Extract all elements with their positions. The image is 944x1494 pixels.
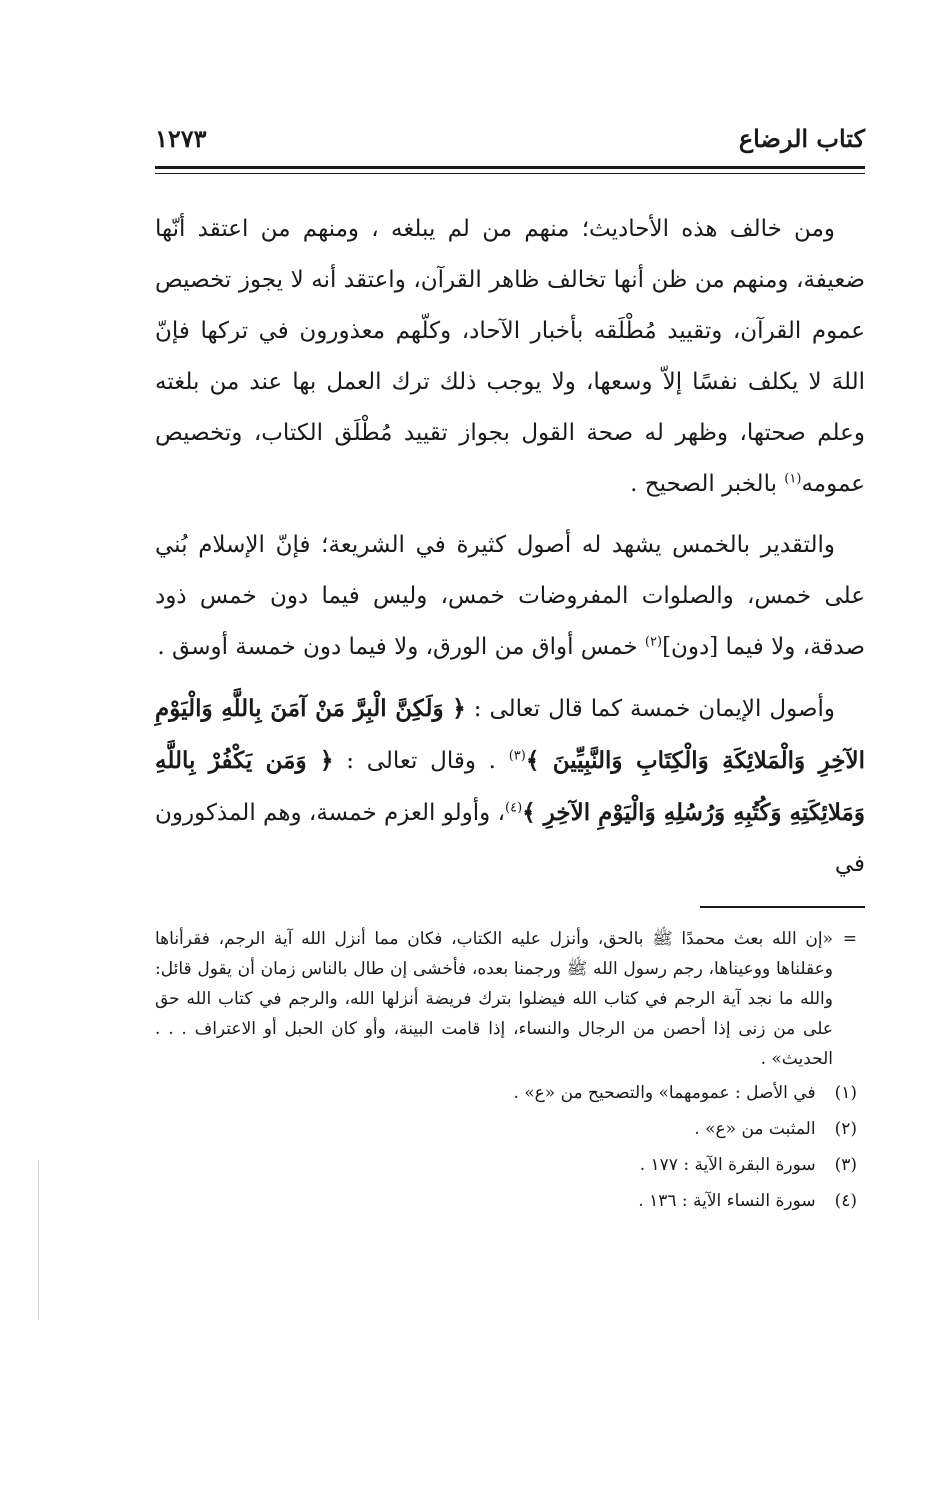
- paragraph-3: [155, 683, 865, 890]
- main-text: [155, 204, 865, 890]
- continuation-marker: =: [842, 929, 857, 949]
- paragraph-3-text-b: . وقال تعالى :: [333, 748, 509, 774]
- quran-verse-1: ﴿ وَلَكِنَّ الْبِرَّ مَنْ آمَنَ بِاللَّهِ وَالْيَوْمِ الآخِرِ وَالْمَلائِكَةِ وَالْكِتَابِ وَالنَّبِيِّينَ ﴾: [155, 695, 865, 774]
- footnote-text: المثبت من «ع» .: [694, 1119, 816, 1139]
- paragraph-2-text-a: والتقدير بالخمس يشهد له أصول كثيرة في الشريعة؛ فإنّ الإسلام بُني على خمس، والصلوات المفروضات خمس، وليس فيما دون خمس ذود صدقة، ولا فيما [دون]: [155, 532, 865, 660]
- paragraph-3-text-c: ، وأولو العزم خمسة، وهم المذكورون في: [155, 800, 865, 877]
- footnote-number: (٣): [834, 1155, 857, 1175]
- paragraph-1-end: بالخبر الصحيح .: [630, 471, 785, 497]
- scan-edge-mark: [38, 1160, 39, 1320]
- footnote-number: (١): [834, 1083, 857, 1103]
- paragraph-2: [155, 520, 865, 673]
- footnote-ref-1: (١): [784, 471, 802, 487]
- footnote-text: سورة البقرة الآية : ١٧٧ .: [639, 1155, 816, 1175]
- paragraph-1-text: ومن خالف هذه الأحاديث؛ منهم من لم يبلغه ، ومنهم من اعتقد أنّها ضعيفة، ومنهم من ظن أنها تخالف ظاهر القرآن، واعتقد أنه لا يجوز تخصيص عموم القرآن، وتقييد مُطْلَقه بأخبار الآحاد، وكلّهم معذورون في تركها فإنّ اللهَ لا يكلف نفسًا إلاّ وسعها، ولا يوجب ذلك ترك العمل بها عند من بلغته وعلم صحتها، وظهر له صحة القول بجواز تقييد مُطْلَق الكتاب، وتخصيص عمومه: [155, 216, 865, 497]
- paragraph-1: [155, 204, 865, 510]
- footnote-text: في الأصل : عمومهما» والتصحيح من «ع» .: [513, 1083, 816, 1103]
- running-header: [155, 118, 865, 158]
- paragraph-3-text-a: وأصول الإيمان خمسة كما قال تعالى :: [465, 696, 835, 722]
- footnote-2: [155, 1114, 865, 1144]
- footnote-number: (٢): [834, 1119, 857, 1139]
- footnote-continuation-text: «إن الله بعث محمدًا ﷺ بالحق، وأنزل عليه الكتاب، فكان مما أنزل الله آية الرجم، فقرأناها وعقلناها ووعيناها، رجم رسول الله ﷺ ورجمنا بعده، فأخشى إن طال بالناس زمان أن يقول قائل: والله ما نجد آية الرجم في كتاب الله فيضلوا بترك فريضة أنزلها الله، والرجم في كتاب الله حق على من زنى إذا أحصن من الرجال والنساء، إذا قامت البينة، وأو كان الحبل أو الاعتراف . . . الحديث» .: [155, 929, 833, 1069]
- paragraph-2-text-b: خمس أواق من الورق، ولا فيما دون خمسة أوسق .: [157, 634, 645, 660]
- quran-verse-2: ﴿ وَمَن يَكْفُرْ بِاللَّهِ وَمَلائِكَتِهِ وَكُتُبِهِ وَرُسُلِهِ وَالْيَوْمِ الآخِرِ ﴾: [155, 747, 865, 826]
- header-rule-thick: [155, 166, 865, 169]
- footnote-number: (٤): [834, 1191, 857, 1211]
- footnote-text: سورة النساء الآية : ١٣٦ .: [638, 1191, 816, 1211]
- header-rule-thin: [155, 173, 865, 174]
- footnote-continuation: [155, 924, 865, 1074]
- chapter-title: كتاب الرضاع: [738, 124, 865, 153]
- footnote-1: [155, 1078, 865, 1108]
- footnote-ref-2: (٢): [644, 634, 663, 650]
- page-number: ١٢٧٣: [155, 124, 207, 153]
- footnote-ref-4: (٤): [505, 800, 523, 816]
- footnote-ref-3: (٣): [508, 748, 526, 764]
- footnote-separator: [700, 906, 865, 908]
- footnotes: [155, 924, 865, 1222]
- footnote-3: [155, 1150, 865, 1180]
- footnote-4: [155, 1186, 865, 1216]
